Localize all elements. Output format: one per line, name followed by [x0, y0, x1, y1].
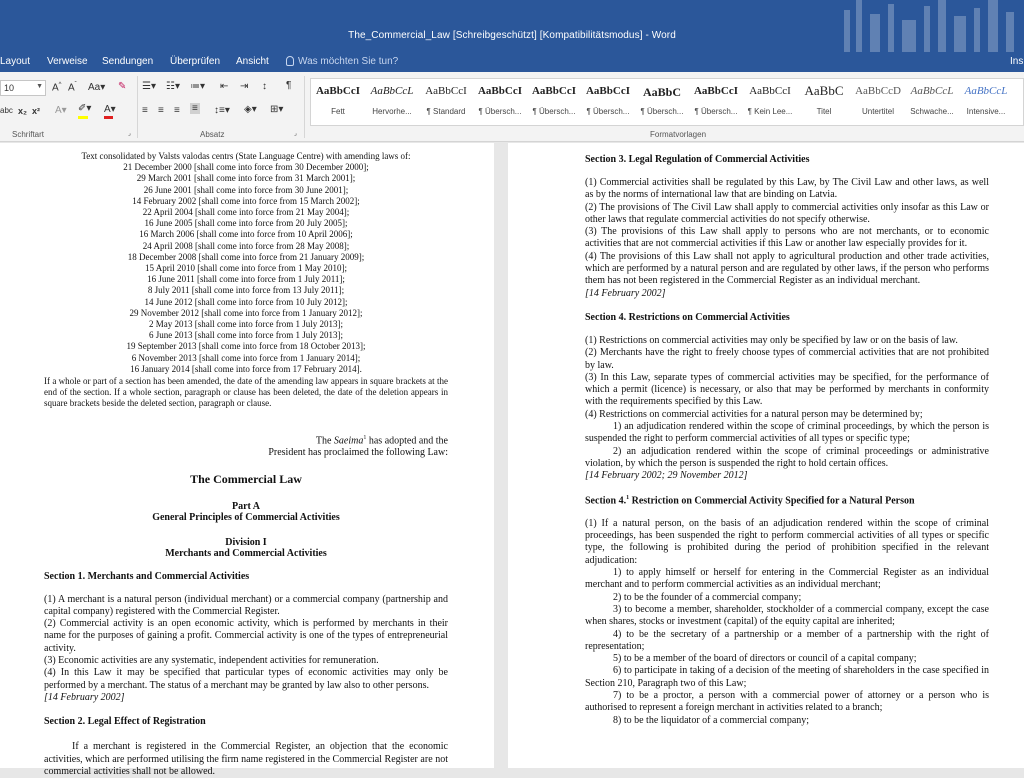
tab-review[interactable]: Überprüfen — [170, 56, 221, 67]
style-name: ¶ Standard — [426, 107, 466, 116]
section-4-para: (3) In this Law, separate types of commercial activities may be specified, for the performance of which a permit (licence) is necessary, or also that may be performed by merchants in conformity with the requirements specified by this Law. — [585, 371, 989, 408]
group-label-paragraph: Absatz — [200, 130, 225, 139]
align-left-icon[interactable]: ≡ — [142, 105, 148, 116]
section-4-1-item: 7) to be a proctor, a person with a commercial power of attorney or a person who is authorised to represent a foreign merchant in activities related to a branch; — [585, 690, 989, 714]
style-heading-2[interactable] — [527, 79, 581, 125]
amendment-line: 21 December 2000 [shall come into force from 30 December 2000]; — [123, 162, 369, 173]
section-2-heading: Section 2. Legal Effect of Registration — [44, 716, 206, 728]
style-sample: AaBbCcI — [693, 85, 738, 97]
amendment-line: 15 April 2010 [shall come into force from 1 May 2010]; — [145, 263, 347, 274]
consolidated-intro: Text consolidated by Valsts valodas centrs (State Language Centre) with amending laws of: — [81, 151, 411, 161]
style-sample: AaBbCcI — [477, 85, 522, 97]
style-sample: AaBbCcL — [910, 85, 954, 97]
style-sample: AaBbCcI — [425, 85, 467, 97]
footnote-marker: 1 — [363, 434, 367, 441]
amendment-line: 29 March 2001 [shall come into force from 31 March 2001]; — [136, 173, 356, 184]
section-4-1-num: Section 4. — [585, 494, 627, 506]
chevron-down-icon: ▼ — [36, 83, 43, 90]
style-name: Untertitel — [861, 107, 894, 116]
font-size-select[interactable] — [0, 80, 46, 96]
section-1-date: [14 February 2002] — [44, 691, 125, 703]
section-4-1-item: 4) to be the secretary of a partnership or a member of a partnership with the right of representation; — [585, 628, 989, 652]
amendment-line: 16 June 2011 [shall come into force from 1 July 2011]; — [147, 274, 345, 285]
subscript-icon[interactable]: x₂ — [18, 106, 28, 116]
section-2-para: If a merchant is registered in the Commercial Register, an objection that the economic activities, which are performed utilising the firm name registered in the Commercial Register are not commercial activities shall not be allowed. — [44, 741, 448, 777]
style-sample: AaBbCcI — [749, 85, 791, 97]
shrink-font-icon[interactable]: $A^ˇ$ — [68, 82, 77, 94]
style-sample: AaBbC — [804, 83, 844, 98]
left-page[interactable] — [0, 143, 494, 777]
amendment-line: 14 February 2002 [shall come into force from 15 March 2002]; — [132, 195, 360, 206]
section-4-1-item: 2) to be the founder of a commercial company; — [613, 591, 802, 603]
tab-layout[interactable]: Layout — [0, 56, 31, 67]
style-name: ¶ Kein Lee... — [747, 107, 793, 116]
decrease-indent-icon[interactable]: ⇤ — [220, 81, 229, 92]
division-heading: Division I — [225, 536, 267, 548]
style-bold[interactable] — [311, 79, 365, 125]
styles-gallery — [310, 78, 1024, 126]
amendment-note: If a whole or part of a section has been amended, the date of the amending law appears in square brackets at the end of the section. If a whole section, paragraph or clause has been deleted, the date of the deletion appears in square brackets beside the deleted section, paragraph or clause. — [44, 376, 448, 409]
superscript-icon[interactable]: x² — [32, 106, 41, 116]
section-4-1-para: (1) If a natural person, on the basis of an adjudication rendered within the scope of criminal proceedings, has been suspended the right to perform commercial activities of all types or specific type, the following is prohibited during the period of prohibition specified in the relevant adjudication: — [585, 517, 989, 566]
style-heading-4[interactable] — [635, 79, 689, 125]
adopted-line-2: President has proclaimed the following Law: — [268, 447, 448, 459]
style-no-spacing[interactable] — [743, 79, 797, 125]
highlight-icon[interactable]: ✐▾ — [78, 103, 92, 114]
borders-icon[interactable]: ⊞▾ — [270, 104, 284, 115]
style-sample: AaBbCcL — [370, 85, 414, 97]
style-sample: AaBbCcL — [964, 85, 1008, 97]
style-sample: AaBbCcI — [585, 85, 630, 97]
font-color-icon[interactable]: A▾ — [104, 104, 116, 115]
section-1-heading: Section 1. Merchants and Commercial Activities — [44, 570, 250, 582]
amendment-line: 29 November 2012 [shall come into force from 1 January 2012]; — [129, 307, 363, 318]
amendment-line: 24 April 2008 [shall come into force from 28 May 2008]; — [142, 240, 350, 251]
amendment-line: 6 June 2013 [shall come into force from 1 July 2013]; — [149, 330, 343, 341]
style-name: ¶ Übersch... — [478, 107, 522, 116]
style-name: Hervorhe... — [372, 107, 412, 116]
amendment-line: 16 March 2006 [shall come into force from 10 April 2006]; — [139, 229, 353, 240]
section-3-para: (2) The provisions of The Civil Law shall apply to commercial activities only insofar as this Law or other laws that regulate commercial activities do not specify otherwise. — [585, 201, 989, 225]
ribbon-tabs — [0, 52, 1024, 72]
tell-me-text: Was möchten Sie tun? — [298, 56, 399, 67]
tab-mailings[interactable]: Sendungen — [102, 56, 154, 67]
style-sample: AaBbC — [642, 85, 681, 99]
bullets-icon[interactable]: ☰▾ — [142, 81, 156, 92]
show-marks-icon[interactable]: ¶ — [286, 80, 292, 91]
section-3-para: (4) The provisions of this Law shall not apply to agricultural production and other trade activities, which are performed by a natural person and are regulated by other laws, if the person who performs them has not been registered in the Commercial Register as an individual merchant. — [585, 250, 989, 287]
style-normal[interactable] — [419, 79, 473, 125]
style-name: Schwache... — [910, 107, 954, 116]
title-bar — [0, 0, 1024, 52]
section-4-1-sup: 1 — [626, 494, 630, 501]
dialog-launcher-icon[interactable]: ⌟ — [128, 131, 131, 137]
amendment-line: 14 June 2012 [shall come into force from 10 July 2012]; — [144, 296, 348, 307]
document-area — [0, 143, 1024, 777]
section-4-para: (4) Restrictions on commercial activities for a natural person may be determined by; — [585, 408, 923, 420]
amendment-line: 2 May 2013 [shall come into force from 1 July 2013]; — [149, 319, 343, 330]
section-1-para: (1) A merchant is a natural person (individual merchant) or a commercial company (partnership and capital company) registered with the Commercial Register. — [44, 593, 448, 617]
amendments-list — [44, 162, 448, 375]
section-4-item: 1) an adjudication rendered within the scope of criminal proceedings, by which the person is suspended the right to perform commercial activities of all types or specific type; — [585, 421, 989, 445]
increase-indent-icon[interactable]: ⇥ — [240, 81, 249, 92]
style-name: Fett — [331, 107, 345, 116]
adopted-pre: The — [315, 435, 334, 446]
tell-me-box[interactable] — [286, 56, 398, 67]
section-1-para: (4) In this Law it may be specified that particular types of economic activities may only be performed by a merchant. The status of a merchant may be granted by law also to other persons. — [44, 667, 448, 691]
section-4-1-item: 6) to participate in taking of a decision of the meeting of shareholders in the case specified in Section 210, Paragraph two of this Law; — [585, 665, 989, 689]
style-heading-3[interactable] — [581, 79, 635, 125]
part-heading: Part A — [231, 500, 261, 512]
section-4-1-item: 3) to become a member, shareholder, stockholder of a commercial company, except the case when shares, stocks or investment (capital) of the equity capital are inherited; — [585, 603, 989, 628]
ribbon-divider — [304, 76, 305, 138]
window-title: The_Commercial_Law [Schreibgeschützt] [Kompatibilitätsmodus] - Word — [348, 30, 676, 41]
section-4-para: (2) Merchants have the right to freely choose types of commercial activities that are not prohibited by law. — [585, 347, 989, 371]
strikethrough-icon[interactable]: abc — [0, 106, 13, 115]
style-name: Intensive... — [966, 107, 1006, 116]
style-name: ¶ Übersch... — [532, 107, 576, 116]
multilevel-list-icon[interactable]: ≔▾ — [190, 81, 206, 92]
adopted-post: has adopted and the — [366, 435, 448, 446]
style-subtitle[interactable] — [851, 79, 905, 125]
section-3-date: [14 February 2002] — [585, 287, 666, 299]
section-1-para: (2) Commercial activity is an open economic activity, which is performed by merchants in their name for the purposes of gaining a profit. Commercial activity is one of the types of entrepreneurial activity. — [44, 618, 448, 654]
part-title: General Principles of Commercial Activities — [152, 511, 340, 523]
change-case-icon[interactable]: Aa▾ — [88, 82, 106, 93]
style-subtle-emphasis[interactable] — [905, 79, 959, 125]
section-3-para: (1) Commercial activities shall be regulated by this Law, by The Civil Law and other laws, as well as by the norms of international law that are binding on Latvia. — [585, 177, 989, 201]
title-bar-decoration — [834, 0, 1024, 52]
tab-view[interactable]: Ansicht — [236, 56, 269, 67]
amendment-line: 16 June 2005 [shall come into force from 20 July 2005]; — [144, 218, 348, 229]
division-title: Merchants and Commercial Activities — [165, 547, 327, 559]
style-sample: AaBbCcI — [531, 85, 576, 97]
amendment-line: 26 June 2001 [shall come into force from 30 June 2001]; — [143, 184, 349, 195]
style-name: ¶ Übersch... — [694, 107, 738, 116]
line-spacing-icon[interactable]: ↕≡▾ — [214, 105, 230, 116]
align-right-icon[interactable]: ≡ — [174, 105, 180, 116]
section-3-heading: Section 3. Legal Regulation of Commercial Activities — [585, 154, 810, 165]
clear-formatting-icon[interactable]: ✎ — [118, 81, 127, 92]
shading-icon[interactable]: ◈▾ — [244, 104, 257, 115]
right-page[interactable] — [508, 143, 1024, 768]
text-effects-icon[interactable]: A▾ — [55, 105, 67, 116]
section-4-1-item: 1) to apply himself or herself for entering in the Commercial Register as an individual merchant and to perform commercial activities as an individual merchant; — [585, 567, 989, 591]
ribbon-divider — [137, 76, 138, 138]
ribbon — [0, 72, 1024, 142]
group-label-styles: Formatvorlagen — [650, 130, 707, 139]
font-color-swatch — [104, 116, 113, 119]
style-sample: AaBbCcI — [315, 85, 360, 97]
lightbulb-icon — [286, 56, 294, 66]
font-size-value: 10 — [4, 83, 15, 93]
style-heading-5[interactable] — [689, 79, 743, 125]
amendment-line: 16 January 2014 [shall come into force from 17 February 2014]. — [130, 363, 362, 374]
adopted-line-1 — [44, 432, 448, 448]
section-3-para: (3) The provisions of this Law shall apply to persons who are not merchants, or to economic activities that are not commercial activities if this Law or another law especially provides for it. — [585, 226, 989, 250]
align-center-icon[interactable]: ≡ — [158, 105, 164, 116]
group-label-font: Schriftart — [12, 130, 45, 139]
grow-font-icon[interactable]: A^ — [52, 82, 62, 94]
section-4-1-title: Restriction on Commercial Activity Specified for a Natural Person — [629, 494, 915, 506]
saeima-word: Saeima — [333, 435, 364, 446]
style-heading-1[interactable] — [473, 79, 527, 125]
law-title: The Commercial Law — [190, 471, 302, 486]
style-sample: AaBbCcD — [855, 85, 901, 97]
section-4-1-item: 8) to be the liquidator of a commercial company; — [613, 714, 810, 726]
style-name: Titel — [816, 107, 832, 116]
style-name: ¶ Übersch... — [586, 107, 630, 116]
section-4-1-item: 5) to be a member of the board of directors or council of a capital company; — [613, 653, 917, 665]
tab-insert-partial[interactable]: Ins — [1010, 56, 1024, 67]
style-intense-emphasis[interactable] — [959, 79, 1013, 125]
style-emphasis[interactable] — [365, 79, 419, 125]
justify-icon[interactable]: ≡ — [192, 103, 198, 114]
amendment-line: 22 April 2004 [shall come into force from 21 May 2004]; — [142, 207, 350, 218]
style-name: ¶ Übersch... — [640, 107, 684, 116]
style-title[interactable] — [797, 79, 851, 125]
amendment-line: 19 September 2013 [shall come into force from 18 October 2013]; — [126, 341, 366, 352]
section-4-heading: Section 4. Restrictions on Commercial Activities — [585, 311, 790, 323]
section-4-1-heading — [585, 495, 989, 506]
amendment-line: 6 November 2013 [shall come into force from 1 January 2014]; — [131, 352, 361, 363]
dialog-launcher-icon[interactable]: ⌟ — [294, 131, 297, 137]
numbering-icon[interactable]: ☷▾ — [166, 81, 180, 92]
amendment-line: 18 December 2008 [shall come into force from 21 January 2009]; — [127, 251, 365, 262]
section-4-item: 2) an adjudication rendered within the scope of criminal proceedings or administrative violation, by which the person is suspended the right to hold certain offices. — [585, 445, 989, 469]
amendment-line: 8 July 2011 [shall come into force from 13 July 2011]; — [147, 285, 345, 296]
sort-icon[interactable]: ↕ — [262, 81, 267, 92]
section-4-para: (1) Restrictions on commercial activities may only be specified by law or on the basis of law. — [585, 334, 958, 346]
highlight-color-swatch — [78, 116, 88, 119]
section-1-para: (3) Economic activities are any systematic, independent activities for remuneration. — [44, 655, 379, 667]
section-4-date: [14 February 2002; 29 November 2012] — [585, 470, 748, 482]
tab-references[interactable]: Verweise — [47, 56, 88, 67]
